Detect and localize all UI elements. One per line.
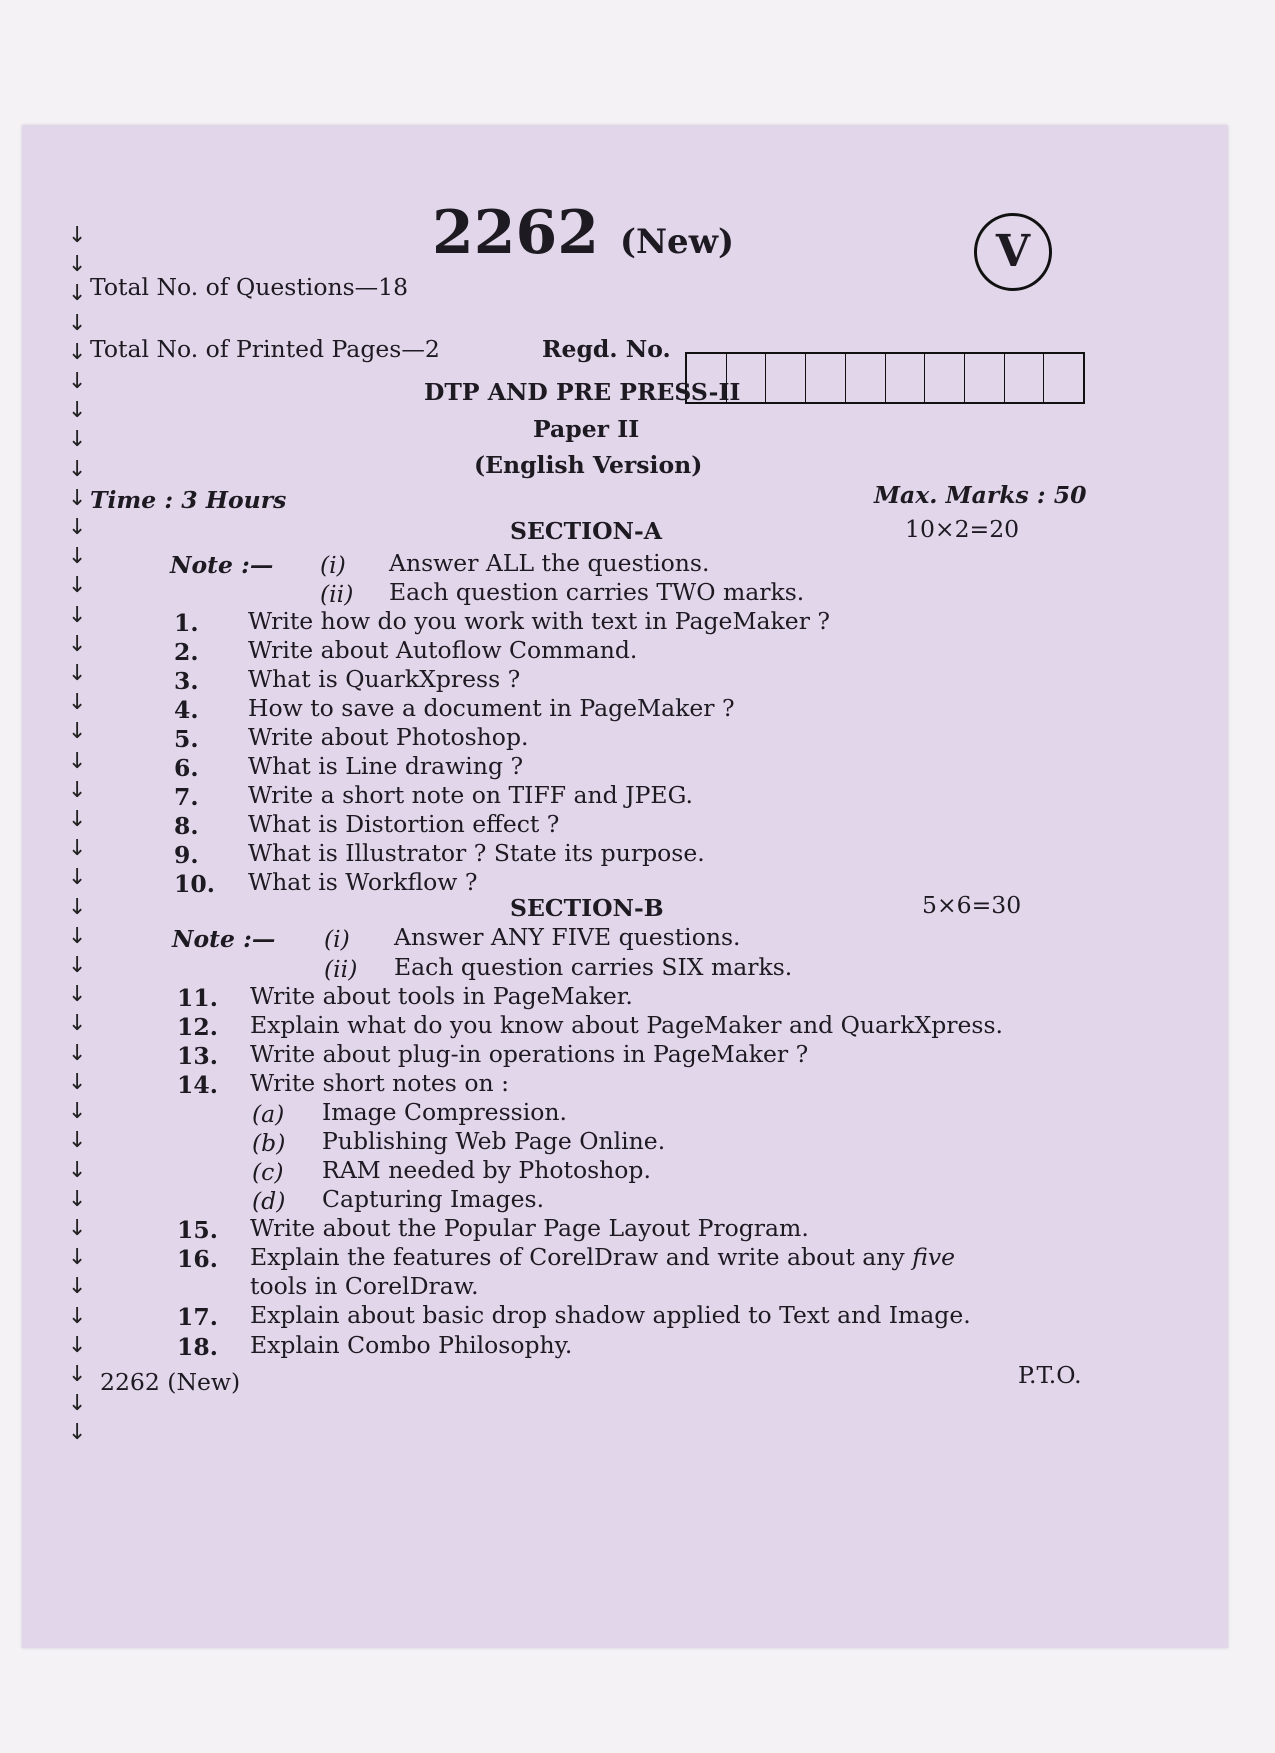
time-allowed: Time : 3 Hours	[90, 486, 287, 514]
question-number: 1.	[174, 609, 199, 637]
question-number: 14.	[177, 1071, 218, 1099]
question-text: Write about plug-in operations in PageMaker ?	[250, 1040, 809, 1068]
margin-arrow: ↓	[68, 777, 87, 803]
total-questions: Total No. of Questions—18	[90, 273, 409, 301]
subpart-marker: (c)	[252, 1158, 284, 1186]
subpart-text: Image Compression.	[322, 1098, 567, 1126]
question-number: 13.	[177, 1042, 218, 1070]
margin-arrow: ↓	[68, 252, 87, 278]
max-marks: Max. Marks : 50	[874, 481, 1087, 509]
question-paper	[22, 125, 1228, 1648]
margin-arrow: ↓	[68, 310, 87, 336]
margin-arrow: ↓	[68, 661, 87, 687]
question-text: Explain about basic drop shadow applied to Text and Image.	[250, 1301, 971, 1329]
paper-code: 2262 (New)	[432, 198, 735, 268]
margin-arrow: ↓	[68, 748, 87, 774]
subpart-text: RAM needed by Photoshop.	[322, 1156, 651, 1184]
question-text: What is QuarkXpress ?	[248, 665, 521, 693]
margin-arrow: ↓	[68, 1040, 87, 1066]
question-number: 11.	[177, 984, 218, 1012]
margin-arrow: ↓	[68, 369, 87, 395]
question-text: Write about Autoflow Command.	[248, 636, 638, 664]
margin-arrow: ↓	[68, 1069, 87, 1095]
page-turn-marker: P.T.O.	[1018, 1361, 1082, 1389]
section-a-note-text: Each question carries TWO marks.	[389, 578, 805, 606]
question-text: Explain the features of CorelDraw and write about any five	[250, 1243, 956, 1271]
question-number: 18.	[177, 1333, 218, 1361]
section-b-note-marker: (ii)	[324, 955, 358, 983]
margin-arrow: ↓	[68, 602, 87, 628]
margin-arrow: ↓	[68, 1011, 87, 1037]
total-pages: Total No. of Printed Pages—2	[90, 335, 440, 363]
margin-arrow: ↓	[68, 807, 87, 833]
margin-arrow: ↓	[68, 544, 87, 570]
question-text: What is Distortion effect ?	[248, 810, 560, 838]
margin-arrow: ↓	[68, 894, 87, 920]
margin-arrow: ↓	[68, 1186, 87, 1212]
margin-arrow: ↓	[68, 836, 87, 862]
section-b-title: SECTION-B	[510, 894, 664, 922]
margin-arrow: ↓	[68, 1391, 87, 1417]
footer-code: 2262 (New)	[100, 1368, 241, 1396]
paper-version: (English Version)	[474, 451, 703, 479]
section-a-title: SECTION-A	[510, 517, 663, 545]
question-number: 8.	[174, 812, 199, 840]
margin-arrow: ↓	[68, 865, 87, 891]
margin-arrow: ↓	[68, 1128, 87, 1154]
question-text-continued: tools in CorelDraw.	[250, 1272, 479, 1300]
question-number: 12.	[177, 1013, 218, 1041]
question-text: Write about the Popular Page Layout Program.	[250, 1214, 809, 1242]
margin-arrow: ↓	[68, 223, 87, 248]
margin-arrow: ↓	[68, 923, 87, 949]
subpart-marker: (d)	[252, 1187, 286, 1215]
subpart-marker: (b)	[252, 1129, 286, 1157]
margin-arrow: ↓	[68, 1274, 87, 1300]
margin-arrow: ↓	[68, 1332, 87, 1358]
subpart-text: Publishing Web Page Online.	[322, 1127, 666, 1155]
section-b-note-text: Each question carries SIX marks.	[394, 953, 793, 981]
question-number: 6.	[174, 754, 199, 782]
question-number: 3.	[174, 667, 199, 695]
question-number: 2.	[174, 638, 199, 666]
question-text: Write short notes on :	[250, 1069, 509, 1097]
margin-arrow: ↓	[68, 427, 87, 453]
margin-arrow: ↓	[68, 339, 87, 365]
section-a-note-marker: (i)	[320, 551, 346, 579]
margin-arrows	[68, 221, 88, 1448]
regd-no-boxes	[685, 352, 1085, 404]
margin-arrow: ↓	[68, 690, 87, 716]
question-text: Explain what do you know about PageMaker and QuarkXpress.	[250, 1011, 1004, 1039]
section-a-note-text: Answer ALL the questions.	[389, 549, 710, 577]
paper-number: Paper II	[533, 415, 640, 443]
margin-arrow: ↓	[68, 515, 87, 541]
margin-arrow: ↓	[68, 1420, 87, 1446]
section-a-note-marker: (ii)	[320, 580, 354, 608]
margin-arrow: ↓	[68, 398, 87, 424]
regd-no-label: Regd. No.	[542, 335, 671, 363]
question-text: How to save a document in PageMaker ?	[248, 694, 735, 722]
margin-arrow: ↓	[68, 953, 87, 979]
question-number: 10.	[174, 870, 215, 898]
subpart-marker: (a)	[252, 1100, 285, 1128]
margin-arrow: ↓	[68, 281, 87, 307]
paper-title: DTP AND PRE PRESS-II	[424, 378, 741, 406]
margin-arrow: ↓	[68, 456, 87, 482]
margin-arrow: ↓	[68, 1245, 87, 1271]
section-b-marks: 5×6=30	[922, 891, 1022, 919]
section-b-note-text: Answer ANY FIVE questions.	[394, 923, 741, 951]
margin-arrow: ↓	[68, 1303, 87, 1329]
margin-arrow: ↓	[68, 1361, 87, 1387]
subpart-text: Capturing Images.	[322, 1185, 545, 1213]
question-number: 4.	[174, 696, 199, 724]
question-number: 7.	[174, 783, 199, 811]
set-letter-badge: V	[974, 213, 1052, 291]
margin-arrow: ↓	[68, 485, 87, 511]
section-a-note-label: Note :—	[170, 551, 274, 579]
section-b-note-label: Note :—	[172, 925, 276, 953]
question-number: 15.	[177, 1216, 218, 1244]
question-text: Write a short note on TIFF and JPEG.	[248, 781, 693, 809]
section-b-note-marker: (i)	[324, 925, 350, 953]
question-text: Explain Combo Philosophy.	[250, 1331, 573, 1359]
margin-arrow: ↓	[68, 573, 87, 599]
question-text: What is Line drawing ?	[248, 752, 524, 780]
question-number: 9.	[174, 841, 199, 869]
question-text: What is Illustrator ? State its purpose.	[248, 839, 705, 867]
question-text: Write how do you work with text in PageMaker ?	[248, 607, 830, 635]
margin-arrow: ↓	[68, 1099, 87, 1125]
question-text: What is Workflow ?	[248, 868, 478, 896]
margin-arrow: ↓	[68, 982, 87, 1008]
margin-arrow: ↓	[68, 1215, 87, 1241]
question-number: 16.	[177, 1245, 218, 1273]
margin-arrow: ↓	[68, 1157, 87, 1183]
question-text: Write about tools in PageMaker.	[250, 982, 633, 1010]
margin-arrow: ↓	[68, 631, 87, 657]
question-text: Write about Photoshop.	[248, 723, 529, 751]
question-number: 5.	[174, 725, 199, 753]
margin-arrow: ↓	[68, 719, 87, 745]
section-a-marks: 10×2=20	[905, 515, 1020, 543]
question-number: 17.	[177, 1303, 218, 1331]
